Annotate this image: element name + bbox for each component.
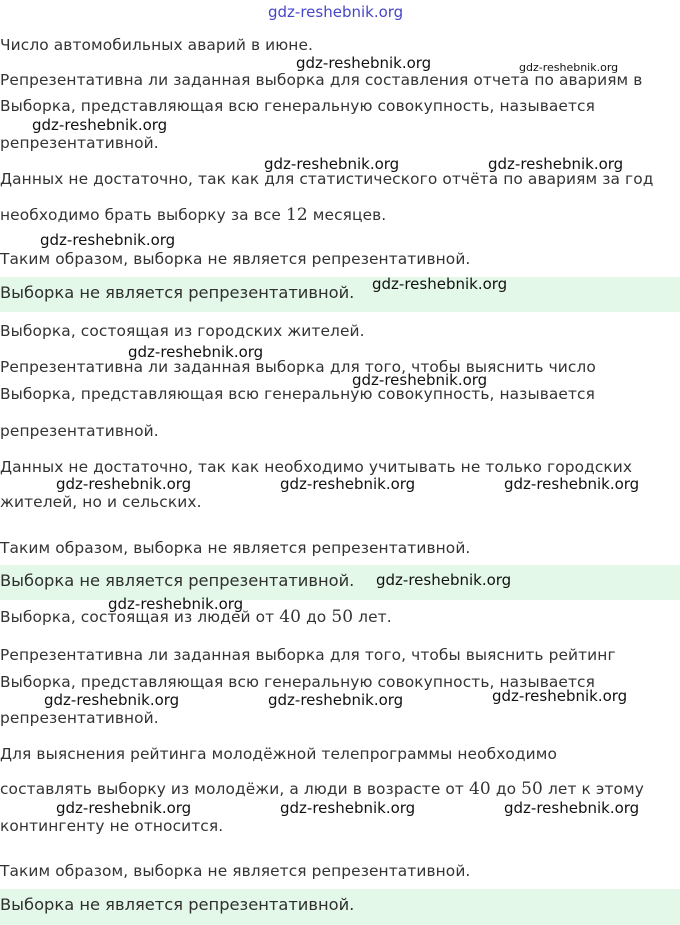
section3-answer: Выборка не является репрезентативной. — [0, 895, 355, 914]
section2-answer-box — [0, 565, 680, 600]
watermark: gdz-reshebnik.org — [492, 687, 628, 705]
watermark: gdz-reshebnik.org — [504, 475, 640, 493]
section2-definition-line1: Выборка, представляющая всю генеральную совокупность, называется — [0, 385, 595, 403]
section3-title-pre: Выборка, состоящая из людей от — [0, 608, 275, 626]
watermark: gdz-reshebnik.org — [32, 116, 168, 134]
section1-question: Репрезентативна ли заданная выборка для составления отчета по авариям в — [0, 71, 643, 89]
section3-reason-line2-mid: до — [495, 780, 517, 798]
section3-reason-line2 — [0, 780, 644, 798]
section3-age-from: 40 — [279, 607, 302, 627]
section3-title-post: лет. — [358, 608, 392, 626]
section1-conclusion: Таким образом, выборка не является репрезентативной. — [0, 250, 471, 268]
section3-age-to: 50 — [331, 607, 354, 627]
section2-answer: Выборка не является репрезентативной. — [0, 571, 355, 590]
watermark: gdz-reshebnik.org — [56, 475, 192, 493]
section2-reason-line2: жителей, но и сельских. — [0, 493, 202, 511]
watermark: gdz-reshebnik.org — [488, 155, 624, 173]
watermark: gdz-reshebnik.org — [40, 231, 176, 249]
section3-question: Репрезентативна ли заданная выборка для того, чтобы выяснить рейтинг — [0, 646, 616, 664]
site-watermark-top: gdz-reshebnik.org — [268, 3, 404, 21]
watermark: gdz-reshebnik.org — [268, 691, 404, 709]
watermark: gdz-reshebnik.org — [264, 155, 400, 173]
section2-question: Репрезентативна ли заданная выборка для того, чтобы выяснить число — [0, 358, 596, 376]
watermark: gdz-reshebnik.org — [296, 54, 432, 72]
watermark: gdz-reshebnik.org — [128, 343, 264, 361]
section1-title: Число автомобильных аварий в июне. — [0, 36, 314, 54]
watermark: gdz-reshebnik.org — [519, 61, 619, 74]
section2-reason-line1: Данных не достаточно, так как необходимо учитывать не только городских — [0, 458, 633, 476]
section1-reason-line1: Данных не достаточно, так как для статистического отчёта по авариям за год — [0, 170, 654, 188]
section1-reason-line2 — [0, 206, 386, 224]
watermark: gdz-reshebnik.org — [280, 799, 416, 817]
watermark: gdz-reshebnik.org — [108, 595, 244, 613]
watermark: gdz-reshebnik.org — [56, 799, 192, 817]
section3-conclusion: Таким образом, выборка не является репрезентативной. — [0, 862, 471, 880]
watermark: gdz-reshebnik.org — [376, 571, 512, 589]
section3-reason-age-to: 50 — [521, 779, 543, 799]
section1-answer-box — [0, 277, 680, 312]
section3-definition-line2: репрезентативной. — [0, 709, 159, 727]
section3-reason-line2-post: лет к этому — [547, 780, 644, 798]
section2-conclusion: Таким образом, выборка не является репрезентативной. — [0, 539, 471, 557]
section1-definition-line1: Выборка, представляющая всю генеральную совокупность, называется — [0, 97, 595, 115]
section1-reason-line2-post: месяцев. — [312, 206, 387, 224]
section3-reason-line1: Для выяснения рейтинга молодёжной телепрограммы необходимо — [0, 745, 557, 763]
section2-definition-line2: репрезентативной. — [0, 422, 159, 440]
watermark: gdz-reshebnik.org — [280, 475, 416, 493]
section3-answer-box — [0, 889, 680, 925]
section2-title: Выборка, состоящая из городских жителей. — [0, 322, 365, 340]
watermark: gdz-reshebnik.org — [352, 371, 488, 389]
section3-definition-line1: Выборка, представляющая всю генеральную совокупность, называется — [0, 673, 595, 691]
section1-months-number: 12 — [285, 205, 308, 225]
section3-reason-age-from: 40 — [469, 779, 491, 799]
section1-reason-line2-pre: необходимо брать выборку за все — [0, 206, 281, 224]
section3-reason-line2-pre: составлять выборку из молодёжи, а люди в возрасте от — [0, 780, 465, 798]
watermark: gdz-reshebnik.org — [44, 691, 180, 709]
section1-definition-line2: репрезентативной. — [0, 134, 159, 152]
section1-answer: Выборка не является репрезентативной. — [0, 283, 355, 302]
section3-reason-line3: контингенту не относится. — [0, 817, 224, 835]
section3-title-mid: до — [306, 608, 327, 626]
watermark: gdz-reshebnik.org — [372, 275, 508, 293]
watermark: gdz-reshebnik.org — [504, 799, 640, 817]
